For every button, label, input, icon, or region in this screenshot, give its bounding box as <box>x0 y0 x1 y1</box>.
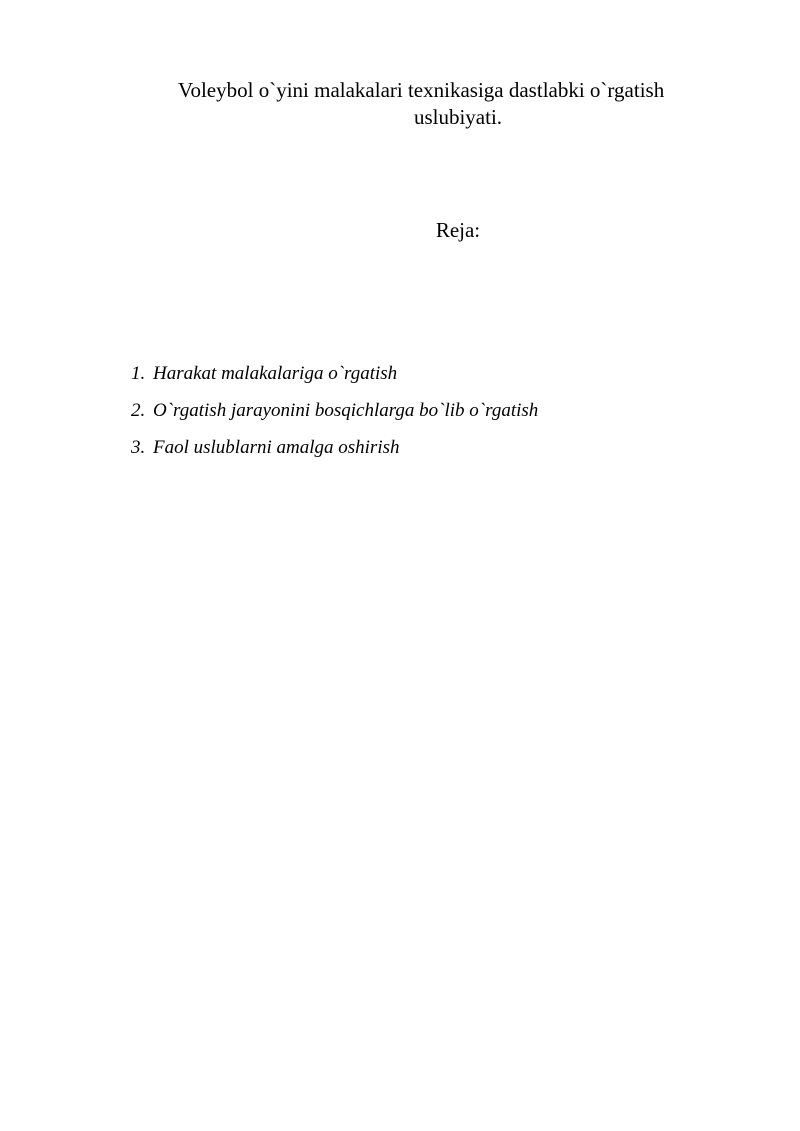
plan-item-number: 3. <box>131 437 146 458</box>
plan-item-text: Faol uslublarni amalga oshirish <box>153 437 400 458</box>
title-line-2: uslubiyati. <box>413 105 503 129</box>
plan-item <box>131 399 751 436</box>
plan-item <box>131 362 751 399</box>
plan-heading: Reja: <box>435 218 481 242</box>
plan-item-text: Harakat malakalariga o`rgatish <box>153 363 398 384</box>
document-title <box>130 77 786 131</box>
plan-item-number: 1. <box>131 363 146 384</box>
plan-item-number: 2. <box>131 400 146 421</box>
plan-item-text: O`rgatish jarayonini bosqichlarga bo`lib o`rgatish <box>153 400 539 421</box>
plan-list <box>131 362 751 473</box>
title-line-1: Voleybol o`yini malakalari texnikasiga dastlabki o`rgatish <box>178 78 665 102</box>
plan-item <box>131 436 751 473</box>
